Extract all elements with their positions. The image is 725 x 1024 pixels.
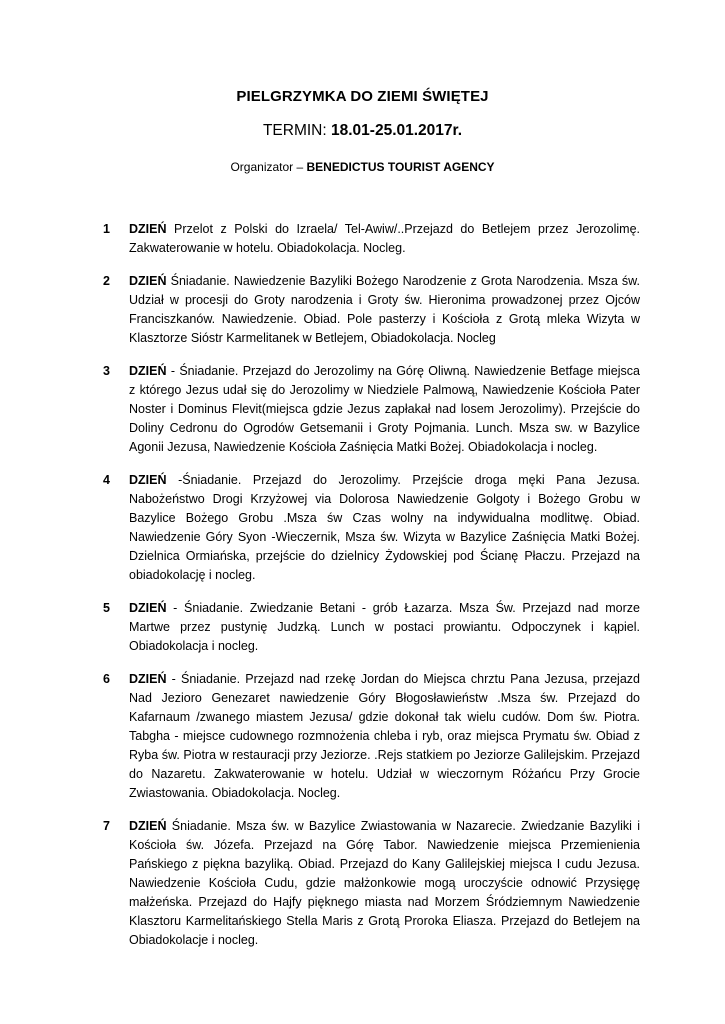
day-description <box>129 599 640 656</box>
day-description <box>129 817 640 950</box>
day-text: Śniadanie. Nawiedzenie Bazyliki Bożego Narodzenie z Grota Narodzenia. Msza św. Udział w procesji do Groty narodzenia i Groty św. Hieronima prowadzonej przez Ojców Franciszkanów. Nawiedzenie. Obiad. Pole pasterzy i Kościoła z Grotą mleka Wizyta w Klasztorze Sióstr Karmelitanek w Betlejem, Obiadokolacja. Nocleg <box>129 274 640 345</box>
day-number: 1 <box>103 222 110 236</box>
itinerary-day <box>103 220 640 258</box>
day-number: 2 <box>103 274 110 288</box>
organizer-line <box>0 160 725 174</box>
day-label: DZIEŃ <box>129 222 167 236</box>
day-label: DZIEŃ <box>129 364 167 378</box>
trip-term <box>0 122 725 140</box>
itinerary-day <box>103 471 640 585</box>
day-description <box>129 220 640 258</box>
day-text: - Śniadanie. Zwiedzanie Betani - grób Łazarza. Msza Św. Przejazd nad morze Martwe przez pustynię Judzką. Lunch w postaci prowiantu. Odpoczynek i kąpiel. Obiadokolacja i nocleg. <box>129 601 640 653</box>
day-text: Śniadanie. Msza św. w Bazylice Zwiastowania w Nazarecie. Zwiedzanie Bazyliki i Kościoła św. Józefa. Przejazd na Górę Tabor. Nawiedzenie miejsca Przemienienia Pańskiego z piękna bazyliką. Obiad. Przejazd do Kany Galilejskiej miejsca I cudu Jezusa. Nawiedzenie Kościoła Cudu, gdzie małżonkowie mogą uroczyście odnowić Przysięgę małżeńska. Przejazd do Hajfy pięknego miasta nad Morzem Śródziemnym Nawiedzenie Klasztoru Karmelitańskiego Stella Maris z Grotą Proroka Eliasza. Przejazd do Betlejem na Obiadokolacje i nocleg. <box>129 819 640 947</box>
day-label: DZIEŃ <box>129 601 167 615</box>
term-value: 18.01-25.01.2017r. <box>331 122 463 139</box>
day-description <box>129 272 640 348</box>
itinerary-day <box>103 817 640 950</box>
itinerary-day <box>103 272 640 348</box>
day-text: - Śniadanie. Przejazd do Jerozolimy na Górę Oliwną. Nawiedzenie Betfage miejsca z którego Jezus udał się do Jerozolimy w Niedziele Palmową, Nawiedzenie Kościoła Pater Noster i Dominus Flevit(miejsca gdzie Jezus zapłakał nad losem Jerozolimy). Przejście do Doliny Cedronu do Ogrodów Getsemanii i Groty Pojmania. Lunch. Msza sw. w Bazylice Agonii Jezusa, Nawiedzenie Kościoła Zaśnięcia Matki Bożej. Obiadokolacja i nocleg. <box>129 364 640 454</box>
term-label: TERMIN: <box>262 122 331 139</box>
day-description <box>129 670 640 803</box>
day-description <box>129 471 640 585</box>
day-text: Przelot z Polski do Izraela/ Tel-Awiw/..Przejazd do Betlejem przez Jerozolimę. Zakwaterowanie w hotelu. Obiadokolacja. Nocleg. <box>129 222 640 255</box>
day-number: 7 <box>103 819 110 833</box>
itinerary-day <box>103 599 640 656</box>
itinerary-day <box>103 670 640 803</box>
day-description <box>129 362 640 457</box>
organizer-name: BENEDICTUS TOURIST AGENCY <box>306 160 495 174</box>
day-label: DZIEŃ <box>129 473 167 487</box>
itinerary-day <box>103 362 640 457</box>
day-number: 6 <box>103 672 110 686</box>
day-number: 4 <box>103 473 110 487</box>
day-label: DZIEŃ <box>129 819 167 833</box>
day-number: 3 <box>103 364 110 378</box>
day-number: 5 <box>103 601 110 615</box>
day-text: -Śniadanie. Przejazd do Jerozolimy. Przejście droga męki Pana Jezusa. Nabożeństwo Drogi Krzyżowej via Dolorosa Nawiedzenie Golgoty i Bożego Grobu w Bazylice Bożego Grobu .Msza św Czas wolny na indywidualna modlitwę. Obiad. Nawiedzenie Góry Syon -Wieczernik, Msza św. Wizyta w Bazylice Zaśnięcia Matki Bożej. Dzielnica Ormiańska, przejście do dzielnicy Żydowskiej pod Ścianę Płaczu. Przejazd na obiadokolację i nocleg. <box>129 473 640 582</box>
day-text: - Śniadanie. Przejazd nad rzekę Jordan do Miejsca chrztu Pana Jezusa, przejazd Nad Jezioro Genezaret nawiedzenie Góry Błogosławieństw .Msza św. Przejazd do Kafarnaum /zwanego miastem Jezusa/ gdzie dokonał tak wielu cudów. Dom św. Piotra. Tabgha - miejsce cudownego rozmnożenia chleba i ryb, oraz miejsca Prymatu św. Obiad z Ryba św. Piotra w restauracji przy Jeziorze. .Rejs statkiem po Jeziorze Galilejskim. Przejazd do Nazaretu. Zakwaterowanie w hotelu. Udział w wieczornym Różańcu Przy Grocie Zwiastowania. Obiadokolacja. Nocleg. <box>129 672 640 800</box>
document-title: PIELGRZYMKA DO ZIEMI ŚWIĘTEJ <box>236 88 489 105</box>
itinerary-list <box>103 220 640 964</box>
day-label: DZIEŃ <box>129 274 167 288</box>
day-label: DZIEŃ <box>129 672 167 686</box>
organizer-label: Organizator – <box>230 160 307 174</box>
